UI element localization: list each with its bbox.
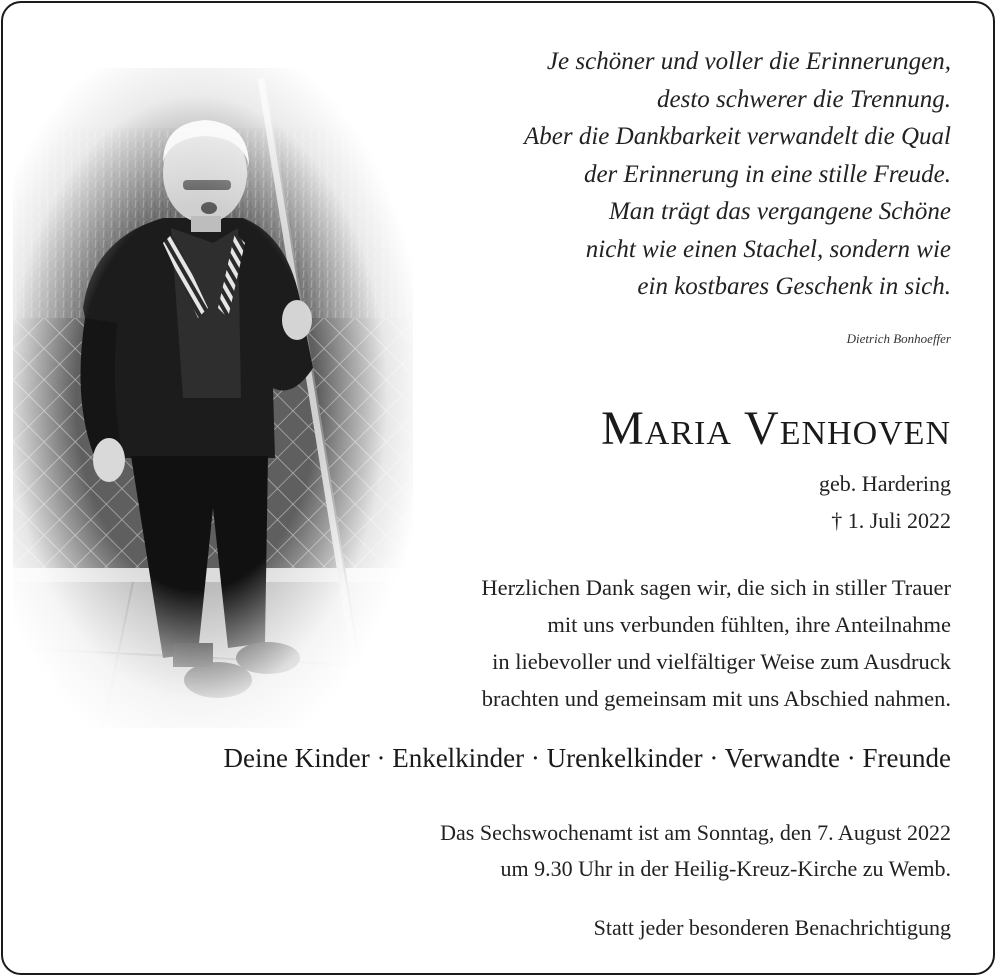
quote-line: Je schöner und voller die Erinnerungen, [546,48,951,75]
mass-announcement [440,815,951,887]
thanks-line: Herzlichen Dank sagen wir, die sich in stiller Trauer [481,575,951,600]
obituary-card [1,1,995,975]
portrait-illustration [13,68,413,728]
quote-line: Aber die Dankbarkeit verwandelt die Qual [524,123,951,150]
mass-line: Das Sechswochenamt ist am Sonntag, den 7. August 2022 [440,820,951,845]
thanks-line: in liebevoller und vielfältiger Weise zum Ausdruck [492,649,951,674]
thanks-text [481,569,951,717]
thanks-line: mit uns verbunden fühlten, ihre Anteilnahme [547,612,951,637]
quote-line: der Erinnerung in eine stille Freude. [583,160,951,188]
quote-line: Man trägt das vergangene Schöne [608,198,951,225]
quote-line: desto schwerer die Trennung. [657,85,951,113]
quote-line: nicht wie einen Stachel, sondern wie [585,235,951,263]
portrait-photo [13,68,413,728]
death-date: † 1. Juli 2022 [831,508,951,533]
quote-line: ein kostbares Geschenk in sich. [637,273,951,300]
notice-text: Statt jeder besonderen Benachrichtigung [593,915,951,940]
birth-name: geb. Hardering [819,471,951,496]
bonhoeffer-quote [524,43,951,306]
mass-line: um 9.30 Uhr in der Heilig-Kreuz-Kirche zu Wemb. [500,856,951,881]
deceased-name: Maria Venhoven [601,402,951,455]
family-signature: Deine Kinder · Enkelkinder · Urenkelkinder · Verwandte · Freunde [223,743,951,773]
thanks-line: brachten und gemeinsam mit uns Abschied nahmen. [481,686,951,711]
quote-author: Dietrich Bonhoeffer [846,331,951,346]
